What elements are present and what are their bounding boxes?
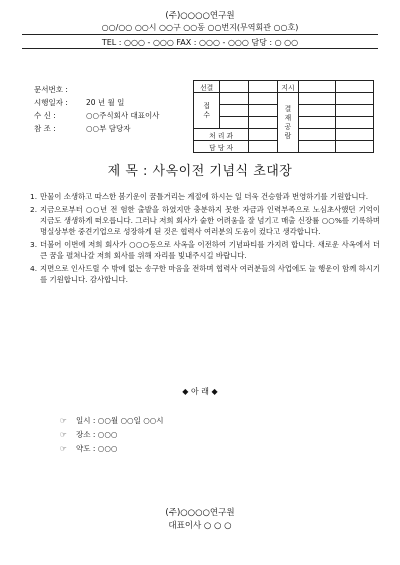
recipient-row [34, 109, 159, 122]
header-divider-bottom [22, 48, 378, 49]
detail-location: ☞ 장소 : ○○○ [60, 428, 164, 442]
paragraph-2: 2. 지금으로부터 ○○년 전 험한 출발을 하였지만 충분하지 못한 자금과 인력부족으로 노심초사했던 기억이 지금도 생생하게 떠오릅니다. 그러나 저희 회사가 숱한 어려움을 잘 넘기고 매출 신장률 ○○%를 기록하며 명실상부한 중견기업으로 성장하게 된 것은 협력사 여러분의 도움이 컸다고 생각합니다. [30, 205, 380, 236]
org-header-name: (주)○○○○연구원 [165, 11, 235, 21]
doc-meta [34, 83, 159, 135]
org-contact: TEL : ○○○ - ○○○ FAX : ○○○ - ○○○ 담당 : ○ ○○ [101, 38, 299, 47]
pointing-hand-icon: ☞ [60, 430, 67, 439]
approval-jisi: 지시 [278, 81, 299, 93]
pointing-hand-icon: ☞ [60, 444, 67, 453]
doc-number-row [34, 83, 159, 96]
approval-cheorigwa: 처 리 과 [194, 129, 249, 141]
approval-gyeoljae: 결 재 공 람 [278, 93, 299, 153]
approval-table [193, 80, 374, 153]
approval-jeopsu: 접 수 [194, 93, 220, 129]
paragraph-3: 3. 더불어 이번에 저희 회사가 ○○○동으로 사옥을 이전하여 기념파티를 가지려 합니다. 새로운 사옥에서 더 큰 꿈을 펼쳐나갈 저희 회사를 위해 자리를 빛내주시길 바랍니다. [30, 240, 380, 260]
approval-damdangja: 담 당 자 [194, 141, 249, 153]
doc-title: 제 목 : 사옥이전 기념식 초대장 [107, 164, 293, 179]
paragraph-1: 1. 만물이 소생하고 따스한 봄기운이 꿈틀거리는 계절에 하시는 일 더욱 건승함과 번영하기를 기원합니다. [30, 192, 369, 201]
detail-map: ☞ 약도 : ○○○ [60, 442, 164, 456]
pointing-hand-icon: ☞ [60, 416, 67, 425]
reference-label: 참 조 : [34, 124, 56, 133]
signature-rep: 대표이사 ○ ○ ○ [168, 521, 232, 531]
org-address: ○○/○○ ○○시 ○○구 ○○동 ○○번지(무역회관 ○○호) [101, 23, 299, 32]
reference-row [34, 122, 159, 135]
recipient-value: ○○주식회사 대표이사 [86, 111, 160, 120]
date-row [34, 96, 159, 109]
event-details [60, 414, 164, 456]
date-value: 20 년 월 일 [86, 98, 125, 107]
detail-datetime: ☞ 일시 : ○○월 ○○일 ○○시 [60, 414, 164, 428]
header-divider-top [22, 34, 378, 35]
reference-value: ○○부 담당자 [86, 124, 131, 133]
ae-heading: ◆ 아 래 ◆ [182, 387, 218, 396]
signature-org: (주)○○○○연구원 [165, 508, 235, 518]
paragraph-4: 4. 지면으로 인사드릴 수 밖에 없는 송구한 마음을 전하며 협력사 여러분들의 사업에도 늘 행운이 함께 하시기를 기원합니다. 감사합니다. [30, 264, 380, 284]
doc-number-label: 문서번호 : [34, 85, 68, 94]
approval-seongyeol: 선결 [194, 81, 220, 93]
date-label: 시행일자 : [34, 98, 68, 107]
recipient-label: 수 신 : [34, 111, 56, 120]
body-text [30, 191, 380, 287]
